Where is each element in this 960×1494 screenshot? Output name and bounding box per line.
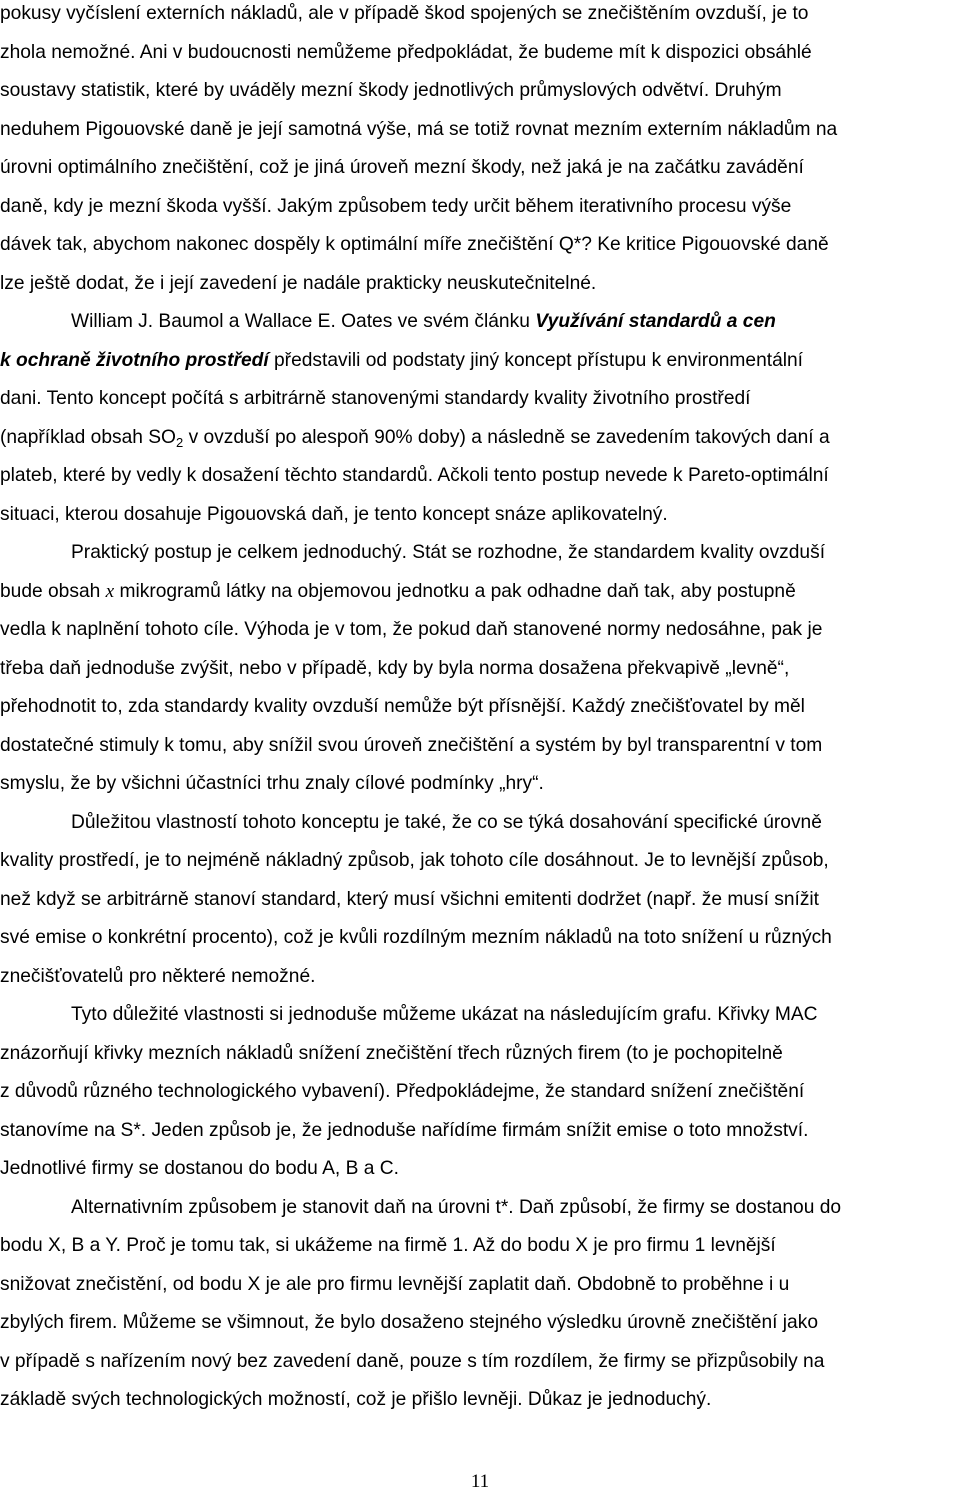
- text-run: bude obsah: [0, 580, 106, 602]
- text-line: přehodnotit to, zda standardy kvality ovzduší nemůže být přísnější. Každý znečišťovatel by měl: [0, 696, 805, 717]
- paragraph-3: [0, 534, 960, 804]
- text-line: z důvodů různého technologického vybavení). Předpokládejme, že standard snížení znečištění: [0, 1081, 805, 1102]
- text-run: představili od podstaty jiný koncept přístupu k environmentální: [268, 349, 804, 371]
- text-line: vedla k naplnění tohoto cíle. Výhoda je v tom, že pokud daň stanovené normy nedosáhne, pak je: [0, 619, 823, 640]
- text-line: neduhem Pigouovské daně je její samotná výše, má se totiž rovnat mezním externím nákladům na: [0, 118, 838, 140]
- text-line: znázorňují křivky mezních nákladů snížení znečištění třech různých firem (to je pochopitelně: [0, 1042, 783, 1064]
- text-run: William J. Baumol a Wallace E. Oates ve svém článku: [71, 311, 536, 332]
- text-line: situaci, kterou dosahuje Pigouovská daň, je tento koncept snáze aplikovatelný.: [0, 503, 668, 525]
- text-line: kvality prostředí, je to nejméně nákladný způsob, jak tohoto cíle dosáhnout. Je to levnější způsob,: [0, 850, 829, 871]
- page-number: 11: [470, 1471, 490, 1492]
- text-run: (například obsah SO: [0, 426, 176, 448]
- text-line: zbylých firem. Můžeme se všimnout, že bylo dosaženo stejného výsledku úrovně znečištění jako: [0, 1312, 818, 1333]
- text-line: [0, 303, 960, 342]
- article-title-continued: k ochraně životního prostředí: [0, 349, 269, 371]
- paragraph-6: [0, 1189, 960, 1420]
- paragraph-4: [0, 804, 960, 997]
- text-line: [0, 342, 960, 381]
- text-line: Jednotlivé firmy se dostanou do bodu A, B a C.: [0, 1158, 399, 1179]
- text-line: [0, 573, 960, 612]
- subscript: 2: [176, 434, 184, 450]
- variable: x: [105, 580, 115, 602]
- article-title: Využívání standardů a cen: [535, 311, 776, 332]
- text-line: úrovni optimálního znečištění, což je jiná úroveň mezní škody, než jaká je na začátku zavádění: [0, 157, 804, 178]
- text-line: Alternativním způsobem je stanovit daň na úrovni t*. Daň způsobí, že firmy se dostanou do: [71, 1196, 842, 1218]
- text-line: dávek tak, abychom nakonec dospěly k optimální míře znečištění Q*? Ke kritice Pigouovské daně: [0, 234, 829, 255]
- text-line: bodu X, B a Y. Proč je tomu tak, si ukážeme na firmě 1. Až do bodu X je pro firmu 1 levnější: [0, 1235, 776, 1256]
- text-line: soustavy statistik, které by uváděly mezní škody jednotlivých průmyslových odvětví. Druhým: [0, 80, 782, 101]
- text-line: [0, 419, 960, 458]
- text-line: své emise o konkrétní procento), což je kvůli rozdílným mezním nákladů na toto snížení u různých: [0, 927, 832, 948]
- text-line: Tyto důležité vlastnosti si jednoduše můžeme ukázat na následujícím grafu. Křivky MAC: [71, 1004, 818, 1025]
- text-line: daně, kdy je mezní škoda vyšší. Jakým způsobem tedy určit během iterativního procesu výše: [0, 195, 792, 217]
- text-line: znečišťovatelů pro některé nemožné.: [0, 965, 316, 987]
- text-line: dostatečné stimuly k tomu, aby snížil svou úroveň znečištění a systém by byl transparentní v tom: [0, 734, 823, 756]
- text-line: než když se arbitrárně stanoví standard, který musí všichni emitenti dodržet (např. že musí snížit: [0, 888, 820, 910]
- text-line: stanovíme na S*. Jeden způsob je, že jednoduše nařídíme firmám snížit emise o toto množství.: [0, 1119, 809, 1141]
- text-line: třeba daň jednoduše zvýšit, nebo v případě, kdy by byla norma dosažena překvapivě „levně“,: [0, 657, 790, 679]
- text-run: mikrogramů látky na objemovou jednotku a pak odhadne daň tak, aby postupně: [114, 580, 796, 602]
- paragraph-2: [0, 303, 960, 534]
- text-run: v ovzduší po alespoň 90% doby) a následně se zavedením takových daní a: [183, 426, 830, 448]
- text-line: v případě s nařízením nový bez zavedení daně, pouze s tím rozdílem, že firmy se přizpůsobily na: [0, 1350, 825, 1372]
- text-line: pokusy vyčíslení externích nákladů, ale v případě škod spojených se znečištěním ovzduší, je to: [0, 3, 809, 24]
- text-line: Důležitou vlastností tohoto konceptu je také, že co se týká dosahování specifické úrovně: [71, 811, 822, 833]
- text-line: dani. Tento koncept počítá s arbitrárně stanovenými standardy kvality životního prostředí: [0, 388, 751, 409]
- text-line: základě svých technologických možností, což je přišlo levněji. Důkaz je jednoduchý.: [0, 1389, 712, 1410]
- paragraph-5: [0, 996, 960, 1189]
- text-line: plateb, které by vedly k dosažení těchto standardů. Ačkoli tento postup nevede k Pareto-optimální: [0, 465, 829, 486]
- text-line: snižovat znečistění, od bodu X je ale pro firmu levnější zaplatit daň. Obdobně to proběhne i u: [0, 1273, 790, 1295]
- text-line: Praktický postup je celkem jednoduchý. Stát se rozhodne, že standardem kvality ovzduší: [71, 542, 826, 563]
- paragraph-1: [0, 0, 960, 303]
- text-line: zhola nemožné. Ani v budoucnosti nemůžeme předpokládat, že budeme mít k dispozici obsáhlé: [0, 41, 812, 63]
- text-line: lze ještě dodat, že i její zavedení je nadále prakticky neuskutečnitelné.: [0, 272, 597, 294]
- text-line: smyslu, že by všichni účastníci trhu znaly cílové podmínky „hry“.: [0, 773, 544, 794]
